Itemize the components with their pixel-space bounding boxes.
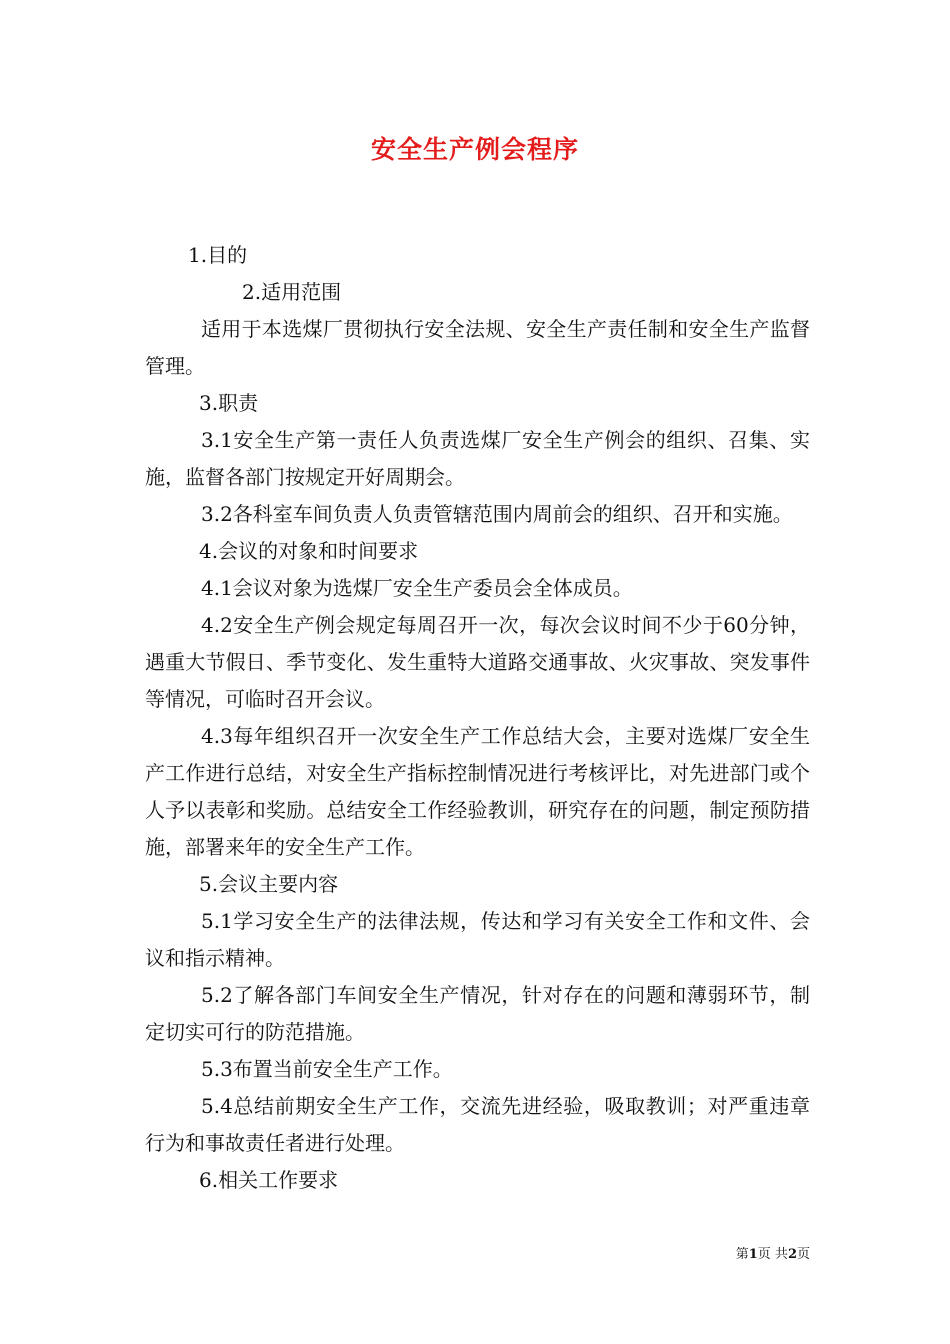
paragraph-5-3: 5.3布置当前安全生产工作。: [201, 1057, 453, 1081]
paragraph-5-2: 5.2了解各部门车间安全生产情况，针对存在的问题和薄弱环节，制定切实可行的防范措施。: [145, 983, 810, 1044]
footer-total-pages: 2: [787, 1247, 797, 1262]
page-footer: [736, 1246, 810, 1264]
footer-suffix: 页: [796, 1247, 810, 1262]
paragraph-heading-3: 3.职责: [199, 391, 259, 415]
paragraph-3-1: 3.1安全生产第一责任人负责选煤厂安全生产例会的组织、召集、实施，监督各部门按规定开好周期会。: [145, 428, 810, 489]
paragraph-scope: 适用于本选煤厂贯彻执行安全法规、安全生产责任制和安全生产监督管理。: [145, 317, 810, 378]
paragraph-heading-6: 6.相关工作要求: [199, 1168, 339, 1192]
footer-page-number: 1: [748, 1247, 758, 1262]
paragraph-4-1: 4.1会议对象为选煤厂安全生产委员会全体成员。: [201, 576, 633, 600]
paragraph-heading-1: 1.目的: [188, 243, 248, 267]
paragraph-3-2: 3.2各科室车间负责人负责管辖范围内周前会的组织、召开和实施。: [201, 502, 793, 526]
paragraph-5-1: 5.1学习安全生产的法律法规，传达和学习有关安全工作和文件、会议和指示精神。: [145, 909, 810, 970]
paragraph-4-2: 4.2安全生产例会规定每周召开一次，每次会议时间不少于60分钟，遇重大节假日、季节变化、发生重特大道路交通事故、火灾事故、突发事件等情况，可临时召开会议。: [145, 613, 810, 711]
paragraph-heading-4: 4.会议的对象和时间要求: [199, 539, 419, 563]
paragraph-4-3: 4.3每年组织召开一次安全生产工作总结大会，主要对选煤厂安全生产工作进行总结，对安全生产指标控制情况进行考核评比，对先进部门或个人予以表彰和奖励。总结安全工作经验教训，研究存在的问题，制定预防措施，部署来年的安全生产工作。: [145, 724, 810, 859]
paragraph-5-4: 5.4总结前期安全生产工作，交流先进经验，吸取教训；对严重违章行为和事故责任者进行处理。: [145, 1094, 810, 1155]
footer-prefix: 第: [735, 1247, 749, 1262]
paragraph-heading-5: 5.会议主要内容: [199, 872, 339, 896]
document-body: [145, 237, 810, 1199]
footer-middle: 页 共: [757, 1247, 788, 1262]
paragraph-heading-2: 2.适用范围: [242, 280, 342, 304]
document-title: 安全生产例会程序: [370, 135, 579, 164]
